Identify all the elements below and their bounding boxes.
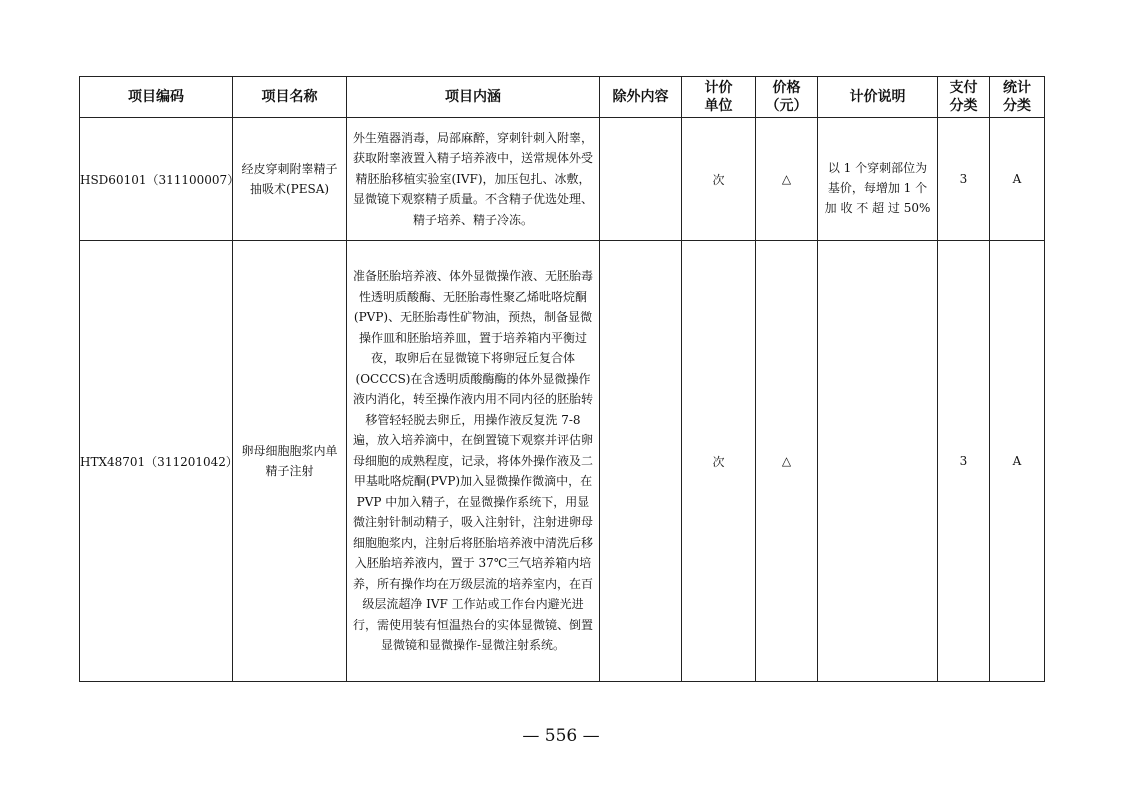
price-table [79, 76, 1045, 682]
item-stat-class: A [990, 241, 1045, 682]
item-price: △ [756, 118, 818, 241]
header-pay-class: 支付 分类 [938, 77, 990, 118]
header-note: 计价说明 [818, 77, 938, 118]
header-price: 价格 （元） [756, 77, 818, 118]
item-name: 卵母细胞胞浆内单精子注射 [233, 241, 347, 682]
header-stat-class: 统计 分类 [990, 77, 1045, 118]
item-exclusion [600, 118, 682, 241]
item-name: 经皮穿刺附睾精子抽吸术(PESA) [233, 118, 347, 241]
page-number: — 556 — [522, 726, 600, 746]
item-note [818, 241, 938, 682]
table-row [80, 118, 1045, 241]
item-exclusion [600, 241, 682, 682]
item-pay-class: 3 [938, 241, 990, 682]
item-content: 准备胚胎培养液、体外显微操作液、无胚胎毒性透明质酸酶、无胚胎毒性聚乙烯吡咯烷酮(PVP)、无胚胎毒性矿物油，预热，制备显微操作皿和胚胎培养皿，置于培养箱内平衡过夜，取卵后在显微镜下将卵冠丘复合体(OCCCS)在含透明质酸酶酶的体外显微操作液内消化，转至操作液内用不同内径的胚胎转移管轻轻脱去卵丘，用操作液反复洗 7-8 遍，放入培养滴中，在倒置镜下观察并评估卵母细胞的成熟程度，记录，将体外操作液及二甲基吡咯烷酮(PVP)加入显微操作微滴中，在 PVP 中加入精子，在显微操作系统下，用显微注射针制动精子，吸入注射针，注射进卵母细胞胞浆内，注射后将胚胎培养液中清洗后移入胚胎培养液内，置于 37℃三气培养箱内培养，所有操作均在万级层流的培养室内，在百级层流超净 IVF 工作站或工作台内避光进行，需使用装有恒温热台的实体显微镜、倒置显微镜和显微操作-显微注射系统。 [347, 241, 600, 682]
item-note: 以 1 个穿刺部位为基价，每增加 1 个 加 收 不 超 过 50% [824, 161, 931, 215]
header-unit: 计价 单位 [682, 77, 756, 118]
header-content: 项目内涵 [347, 77, 600, 118]
item-code: HSD60101（311100007） [80, 118, 233, 241]
item-pay-class: 3 [938, 118, 990, 241]
item-unit: 次 [682, 241, 756, 682]
item-code: HTX48701（311201042） [80, 241, 233, 682]
item-unit: 次 [682, 118, 756, 241]
item-note-cell [818, 118, 938, 241]
header-code: 项目编码 [80, 77, 233, 118]
item-content: 外生殖器消毒，局部麻醉，穿刺针刺入附睾，获取附睾液置入精子培养液中，送常规体外受精胚胎移植实验室(IVF)，加压包扎、冰敷，显微镜下观察精子质量。不含精子优选处理、精子培养、精子冷冻。 [347, 118, 600, 241]
item-price: △ [756, 241, 818, 682]
header-row [80, 77, 1045, 118]
table-row [80, 241, 1045, 682]
item-stat-class: A [990, 118, 1045, 241]
header-name: 项目名称 [233, 77, 347, 118]
header-exclusion: 除外内容 [600, 77, 682, 118]
